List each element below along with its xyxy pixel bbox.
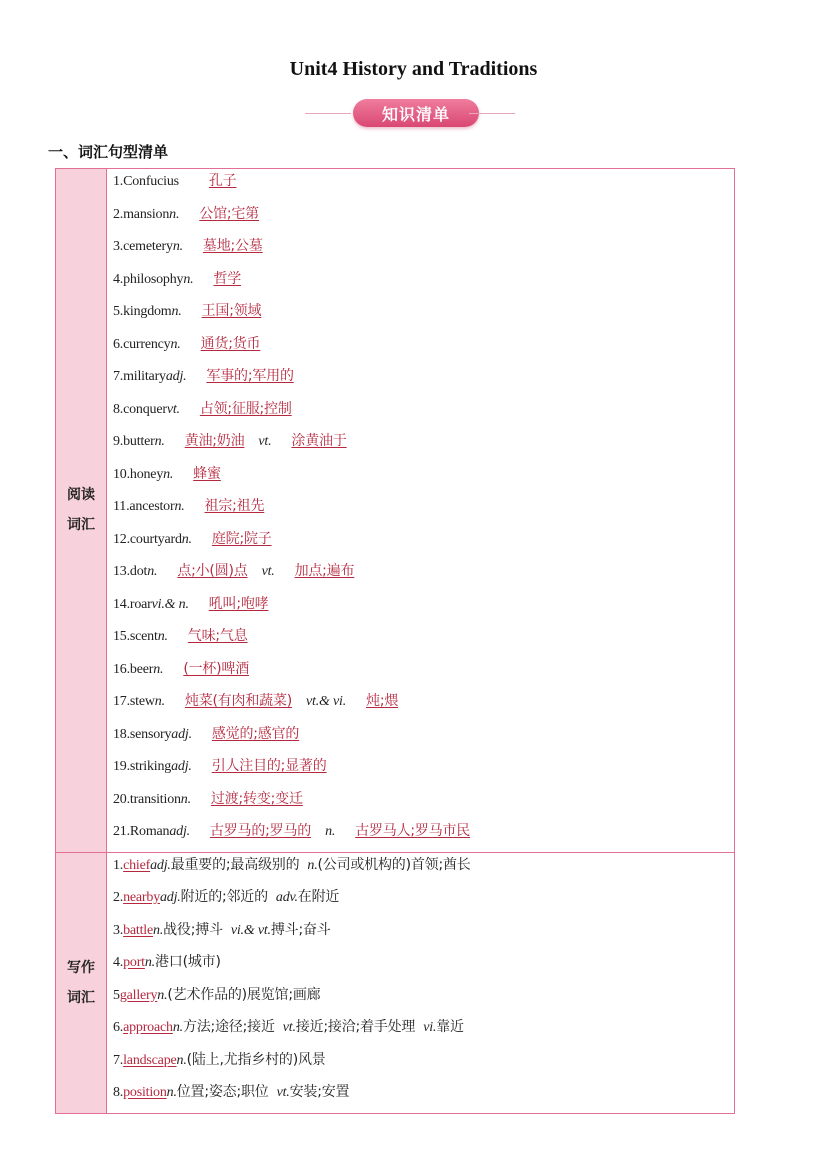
item-word: stew: [129, 694, 155, 709]
item-part-of-speech: vt.: [282, 1020, 296, 1035]
item-answer: (一杯)啤酒: [183, 660, 250, 677]
item-part-of-speech: n.: [174, 499, 185, 514]
item-number: 19.: [113, 759, 130, 774]
item-word: kingdom: [123, 304, 172, 319]
item-number: 20.: [113, 791, 130, 807]
reading-vocab-item: [107, 819, 734, 852]
reading-vocab-item: [107, 462, 734, 495]
item-word: honey: [129, 466, 164, 482]
vocabulary-table: [55, 168, 735, 1114]
reading-vocab-item: [107, 267, 734, 300]
item-word: Roman: [129, 824, 170, 839]
item-meaning: (艺术作品的)展览馆;画廊: [167, 986, 321, 1003]
item-meaning: 安装;安置: [289, 1084, 350, 1100]
item-word: mansion: [123, 206, 170, 222]
item-word: scent: [129, 629, 158, 644]
item-number: 6.: [113, 1020, 124, 1035]
item-meaning: (陆上,尤指乡村的)风景: [186, 1051, 326, 1068]
item-part-of-speech: n.: [147, 564, 158, 579]
item-number: 2.: [113, 890, 124, 905]
item-answer: 公馆;宅第: [199, 205, 259, 222]
item-part-of-speech: adv.: [275, 890, 298, 905]
reading-vocab-item: [107, 397, 734, 430]
item-number: 14.: [113, 596, 130, 612]
reading-vocab-item: [107, 234, 734, 267]
item-part-of-speech: n.: [163, 466, 174, 482]
item-answer: 黄油;奶油: [184, 433, 245, 449]
item-part-of-speech: n.: [183, 271, 194, 287]
item-part-of-speech: n.: [307, 857, 318, 873]
item-number: 10.: [113, 466, 130, 482]
reading-vocabulary-list: [107, 169, 735, 853]
reading-vocabulary-label: 阅读 词汇: [56, 169, 107, 853]
item-meaning: 位置;姿态;职位: [176, 1084, 269, 1100]
item-part-of-speech: n.: [172, 239, 183, 254]
writing-vocab-item: [107, 885, 734, 918]
item-number: 15.: [113, 629, 130, 644]
item-meaning: 战役;搏斗: [163, 921, 223, 938]
item-part-of-speech: adj.: [165, 369, 187, 384]
item-meaning: 最重要的;最高级别的: [170, 856, 300, 873]
item-word: position: [123, 1085, 167, 1100]
item-answer: 军事的;军用的: [206, 368, 294, 384]
item-answer: 哲学: [213, 270, 242, 287]
item-word: courtyard: [129, 531, 182, 547]
item-part-of-speech: vi.& n.: [151, 596, 189, 612]
item-part-of-speech: n.: [157, 987, 168, 1003]
item-word: roar: [129, 596, 152, 612]
item-number: 11.: [113, 499, 130, 514]
reading-vocab-item: [107, 689, 734, 722]
item-number: 8.: [113, 401, 124, 417]
item-part-of-speech: n.: [180, 791, 191, 807]
item-word: philosophy: [123, 271, 184, 287]
item-part-of-speech: vt.: [276, 1085, 290, 1100]
item-number: 7.: [113, 1052, 124, 1068]
reading-vocab-item: [107, 169, 734, 202]
item-answer-2: 加点;遍布: [294, 563, 355, 579]
item-answer: 占领;征服;控制: [199, 400, 292, 417]
item-number: 5.: [113, 304, 124, 319]
item-part-of-speech: vi.& vt.: [230, 922, 271, 938]
item-word: dot: [129, 564, 148, 579]
reading-vocab-item: [107, 657, 734, 690]
reading-vocab-item: [107, 494, 734, 527]
knowledge-list-badge: 知识清单: [353, 99, 479, 127]
writing-vocab-item: [107, 918, 734, 951]
item-part-of-speech: adj.: [171, 726, 192, 742]
item-word: Confucius: [123, 174, 179, 189]
item-answer: 通货;货币: [200, 335, 261, 352]
item-part-of-speech: n.: [172, 1020, 183, 1035]
item-answer: 墓地;公墓: [202, 238, 263, 254]
item-word: cemetery: [123, 239, 173, 254]
item-number: 7.: [113, 369, 124, 384]
item-answer: 引人注目的;显著的: [211, 758, 327, 774]
item-meaning: 在附近: [297, 889, 340, 905]
item-part-of-speech: n.: [181, 531, 192, 547]
item-answer-2: 炖;煨: [366, 693, 399, 709]
item-number: 13.: [113, 564, 130, 579]
reading-vocab-item: [107, 592, 734, 625]
reading-vocab-item: [107, 202, 734, 235]
reading-vocab-item: [107, 787, 734, 820]
item-part-of-speech: n.: [176, 1052, 187, 1068]
item-word: transition: [129, 791, 181, 807]
reading-vocab-item: [107, 624, 734, 657]
item-number: 4.: [113, 271, 124, 287]
writing-vocabulary-section: [56, 852, 735, 1113]
item-number: 21.: [113, 824, 130, 839]
reading-vocabulary-section: [56, 169, 735, 853]
item-word: ancestor: [129, 499, 175, 514]
item-part-of-speech: n.: [166, 1085, 177, 1100]
item-number: 1.: [113, 174, 124, 189]
item-answer: 祖宗;祖先: [204, 498, 265, 514]
item-part-of-speech: n.: [144, 955, 155, 970]
item-word: battle: [123, 922, 154, 938]
item-answer-2: 涂黄油于: [291, 433, 347, 449]
item-answer: 过渡;转变;变迁: [210, 790, 303, 807]
item-word: chief: [123, 857, 151, 873]
item-part-of-speech: vi.: [423, 1020, 437, 1035]
item-meaning: 搏斗;奋斗: [270, 921, 331, 938]
reading-vocab-item: [107, 559, 734, 592]
reading-vocab-item: [107, 364, 734, 397]
item-answer: 古罗马的;罗马的: [209, 823, 312, 839]
item-word: striking: [129, 759, 172, 774]
item-number: 18.: [113, 726, 130, 742]
badge-divider-right: [469, 113, 515, 114]
item-meaning: 靠近: [436, 1019, 464, 1035]
item-part-of-speech: adj.: [150, 857, 171, 873]
item-word: landscape: [123, 1052, 177, 1068]
item-part-of-speech-2: vt.: [261, 564, 275, 579]
section-heading: 一、词汇句型清单: [48, 143, 169, 161]
item-number: 12.: [113, 531, 130, 547]
reading-vocab-item: [107, 722, 734, 755]
item-part-of-speech: n.: [157, 629, 168, 644]
reading-vocab-item: [107, 332, 734, 365]
item-word: military: [123, 369, 166, 384]
writing-vocab-item: [107, 1080, 734, 1113]
section-badge-group: [305, 97, 515, 131]
item-word: approach: [123, 1020, 173, 1035]
item-part-of-speech-2: vt.& vi.: [306, 694, 347, 709]
item-word: port: [123, 955, 145, 970]
item-answer: 庭院;院子: [211, 530, 272, 547]
item-number: 9.: [113, 434, 124, 449]
item-part-of-speech: n.: [153, 922, 164, 938]
item-answer-2: 古罗马人;罗马市民: [355, 823, 471, 839]
item-answer: 点;小(圆)点: [177, 563, 248, 579]
item-number: 1.: [113, 857, 124, 873]
item-meaning: 接近;接洽;着手处理: [295, 1019, 416, 1035]
item-number: 8.: [113, 1085, 124, 1100]
item-word: butter: [123, 434, 155, 449]
item-part-of-speech: adj.: [160, 890, 181, 905]
item-number: 6.: [113, 336, 124, 352]
item-part-of-speech: n.: [153, 661, 164, 677]
item-part-of-speech: n.: [154, 434, 165, 449]
item-number: 2.: [113, 206, 124, 222]
item-answer: 感觉的;感官的: [211, 725, 300, 742]
item-part-of-speech: adj.: [169, 824, 190, 839]
item-word: gallery: [119, 987, 158, 1003]
writing-vocab-item: [107, 853, 734, 886]
item-number: 5: [113, 987, 120, 1003]
item-answer: 炖菜(有肉和蔬菜): [184, 693, 293, 709]
item-meaning: 方法;途径;接近: [182, 1019, 275, 1035]
item-number: 16.: [113, 661, 130, 677]
item-word: currency: [123, 336, 171, 352]
item-meaning: (公司或机构的)首领;酋长: [317, 856, 471, 873]
writing-vocab-item: [107, 983, 734, 1016]
writing-vocab-item: [107, 1015, 734, 1048]
writing-vocabulary-list: [107, 852, 735, 1113]
item-part-of-speech: vt.: [166, 401, 180, 417]
item-number: 17.: [113, 694, 130, 709]
badge-divider-left: [305, 113, 351, 114]
item-number: 3.: [113, 922, 124, 938]
item-number: 3.: [113, 239, 124, 254]
item-answer: 王国;领域: [201, 303, 262, 319]
item-meaning: 附近的;邻近的: [180, 889, 268, 905]
writing-vocabulary-label: 写作 词汇: [56, 852, 107, 1113]
item-part-of-speech-2: n.: [325, 824, 336, 839]
writing-vocab-item: [107, 1048, 734, 1081]
reading-vocab-item: [107, 754, 734, 787]
item-word: conquer: [123, 401, 167, 417]
item-part-of-speech: n.: [154, 694, 165, 709]
item-part-of-speech: n.: [169, 206, 180, 222]
item-part-of-speech: n.: [171, 304, 182, 319]
item-word: sensory: [129, 726, 172, 742]
reading-vocab-item: [107, 527, 734, 560]
item-word: beer: [129, 661, 154, 677]
item-number: 4.: [113, 955, 124, 970]
item-answer: 孔子: [208, 173, 237, 189]
writing-vocab-item: [107, 950, 734, 983]
item-answer: 气味;气息: [187, 628, 248, 644]
item-word: nearby: [123, 890, 160, 905]
item-answer: 吼叫;咆哮: [208, 595, 269, 612]
item-part-of-speech-2: vt.: [258, 434, 272, 449]
item-part-of-speech: adj.: [171, 759, 192, 774]
page-title: Unit4 History and Traditions: [289, 58, 538, 80]
item-answer: 蜂蜜: [193, 465, 221, 482]
reading-vocab-item: [107, 429, 734, 462]
item-part-of-speech: n.: [170, 336, 181, 352]
item-meaning: 港口(城市): [154, 954, 221, 970]
reading-vocab-item: [107, 299, 734, 332]
